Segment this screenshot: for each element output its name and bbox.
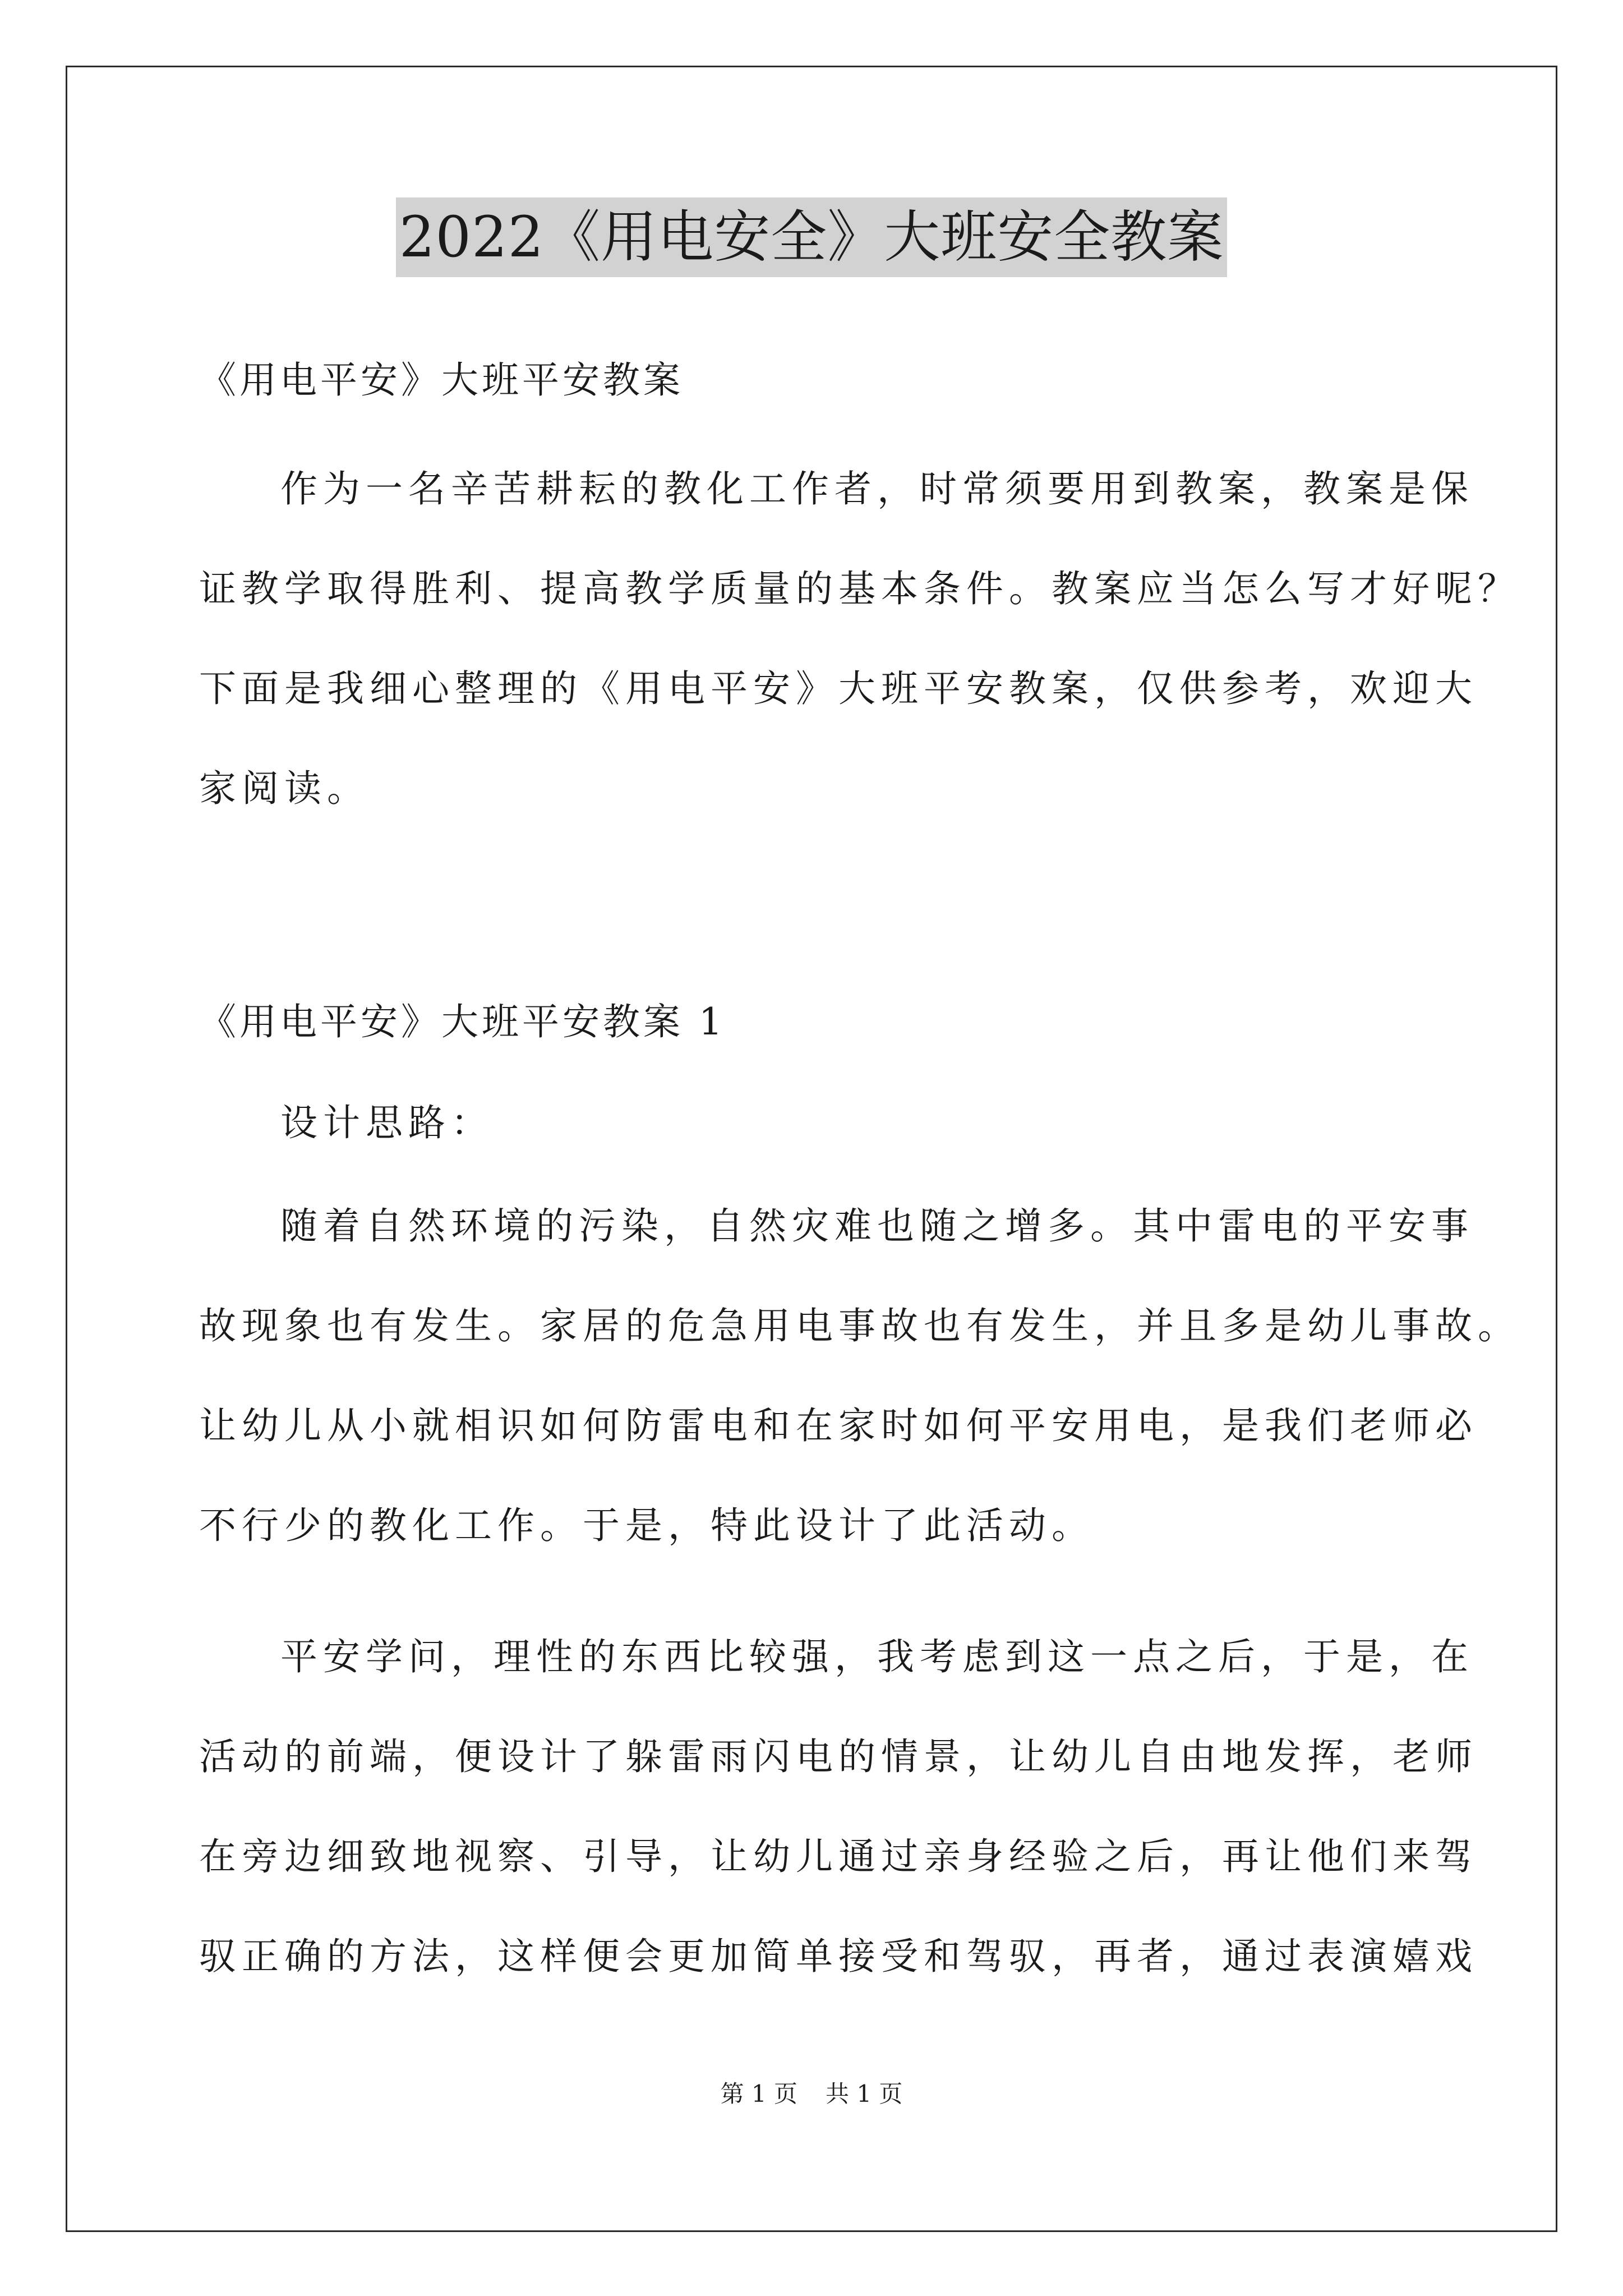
current-page-label: 第 1 页 <box>720 2080 797 2108</box>
page-footer <box>0 2078 1623 2110</box>
paragraph-line: 在旁边细致地视察、引导，让幼儿通过亲身经验之后，再让他们来驾 <box>199 1835 1478 1878</box>
design-label: 设计思路： <box>280 1101 494 1144</box>
intro-line: 下面是我细心整理的《用电平安》大班平安教案，仅供参考，欢迎大 <box>199 667 1478 710</box>
paragraph-line: 平安学问，理性的东西比较强，我考虑到这一点之后，于是，在 <box>280 1635 1474 1678</box>
document-title: 2022《用电安全》大班安全教案 <box>396 197 1228 277</box>
paragraph-line: 随着自然环境的污染，自然灾难也随之增多。其中雷电的平安事 <box>280 1204 1474 1248</box>
paragraph-line: 活动的前端，便设计了躲雷雨闪电的情景，让幼儿自由地发挥，老师 <box>199 1735 1478 1778</box>
document-subtitle: 《用电平安》大班平安教案 <box>199 358 684 402</box>
total-pages-label: 共 1 页 <box>826 2080 903 2108</box>
intro-line: 家阅读。 <box>199 767 370 810</box>
paragraph-line: 不行少的教化工作。于是，特此设计了此活动。 <box>199 1504 1094 1547</box>
paragraph-line: 驭正确的方法，这样便会更加简单接受和驾驭，再者，通过表演嬉戏 <box>199 1935 1478 1978</box>
intro-line: 证教学取得胜利、提高教学质量的基本条件。教案应当怎么写才好呢？ <box>199 567 1520 610</box>
paragraph-line: 故现象也有发生。家居的危急用电事故也有发生，并且多是幼儿事故。 <box>199 1304 1520 1347</box>
title-container <box>0 197 1623 277</box>
intro-line: 作为一名辛苦耕耘的教化工作者，时常须要用到教案，教案是保 <box>280 467 1474 510</box>
section-heading: 《用电平安》大班平安教案 1 <box>199 1000 726 1043</box>
paragraph-line: 让幼儿从小就相识如何防雷电和在家时如何平安用电，是我们老师必 <box>199 1404 1478 1447</box>
